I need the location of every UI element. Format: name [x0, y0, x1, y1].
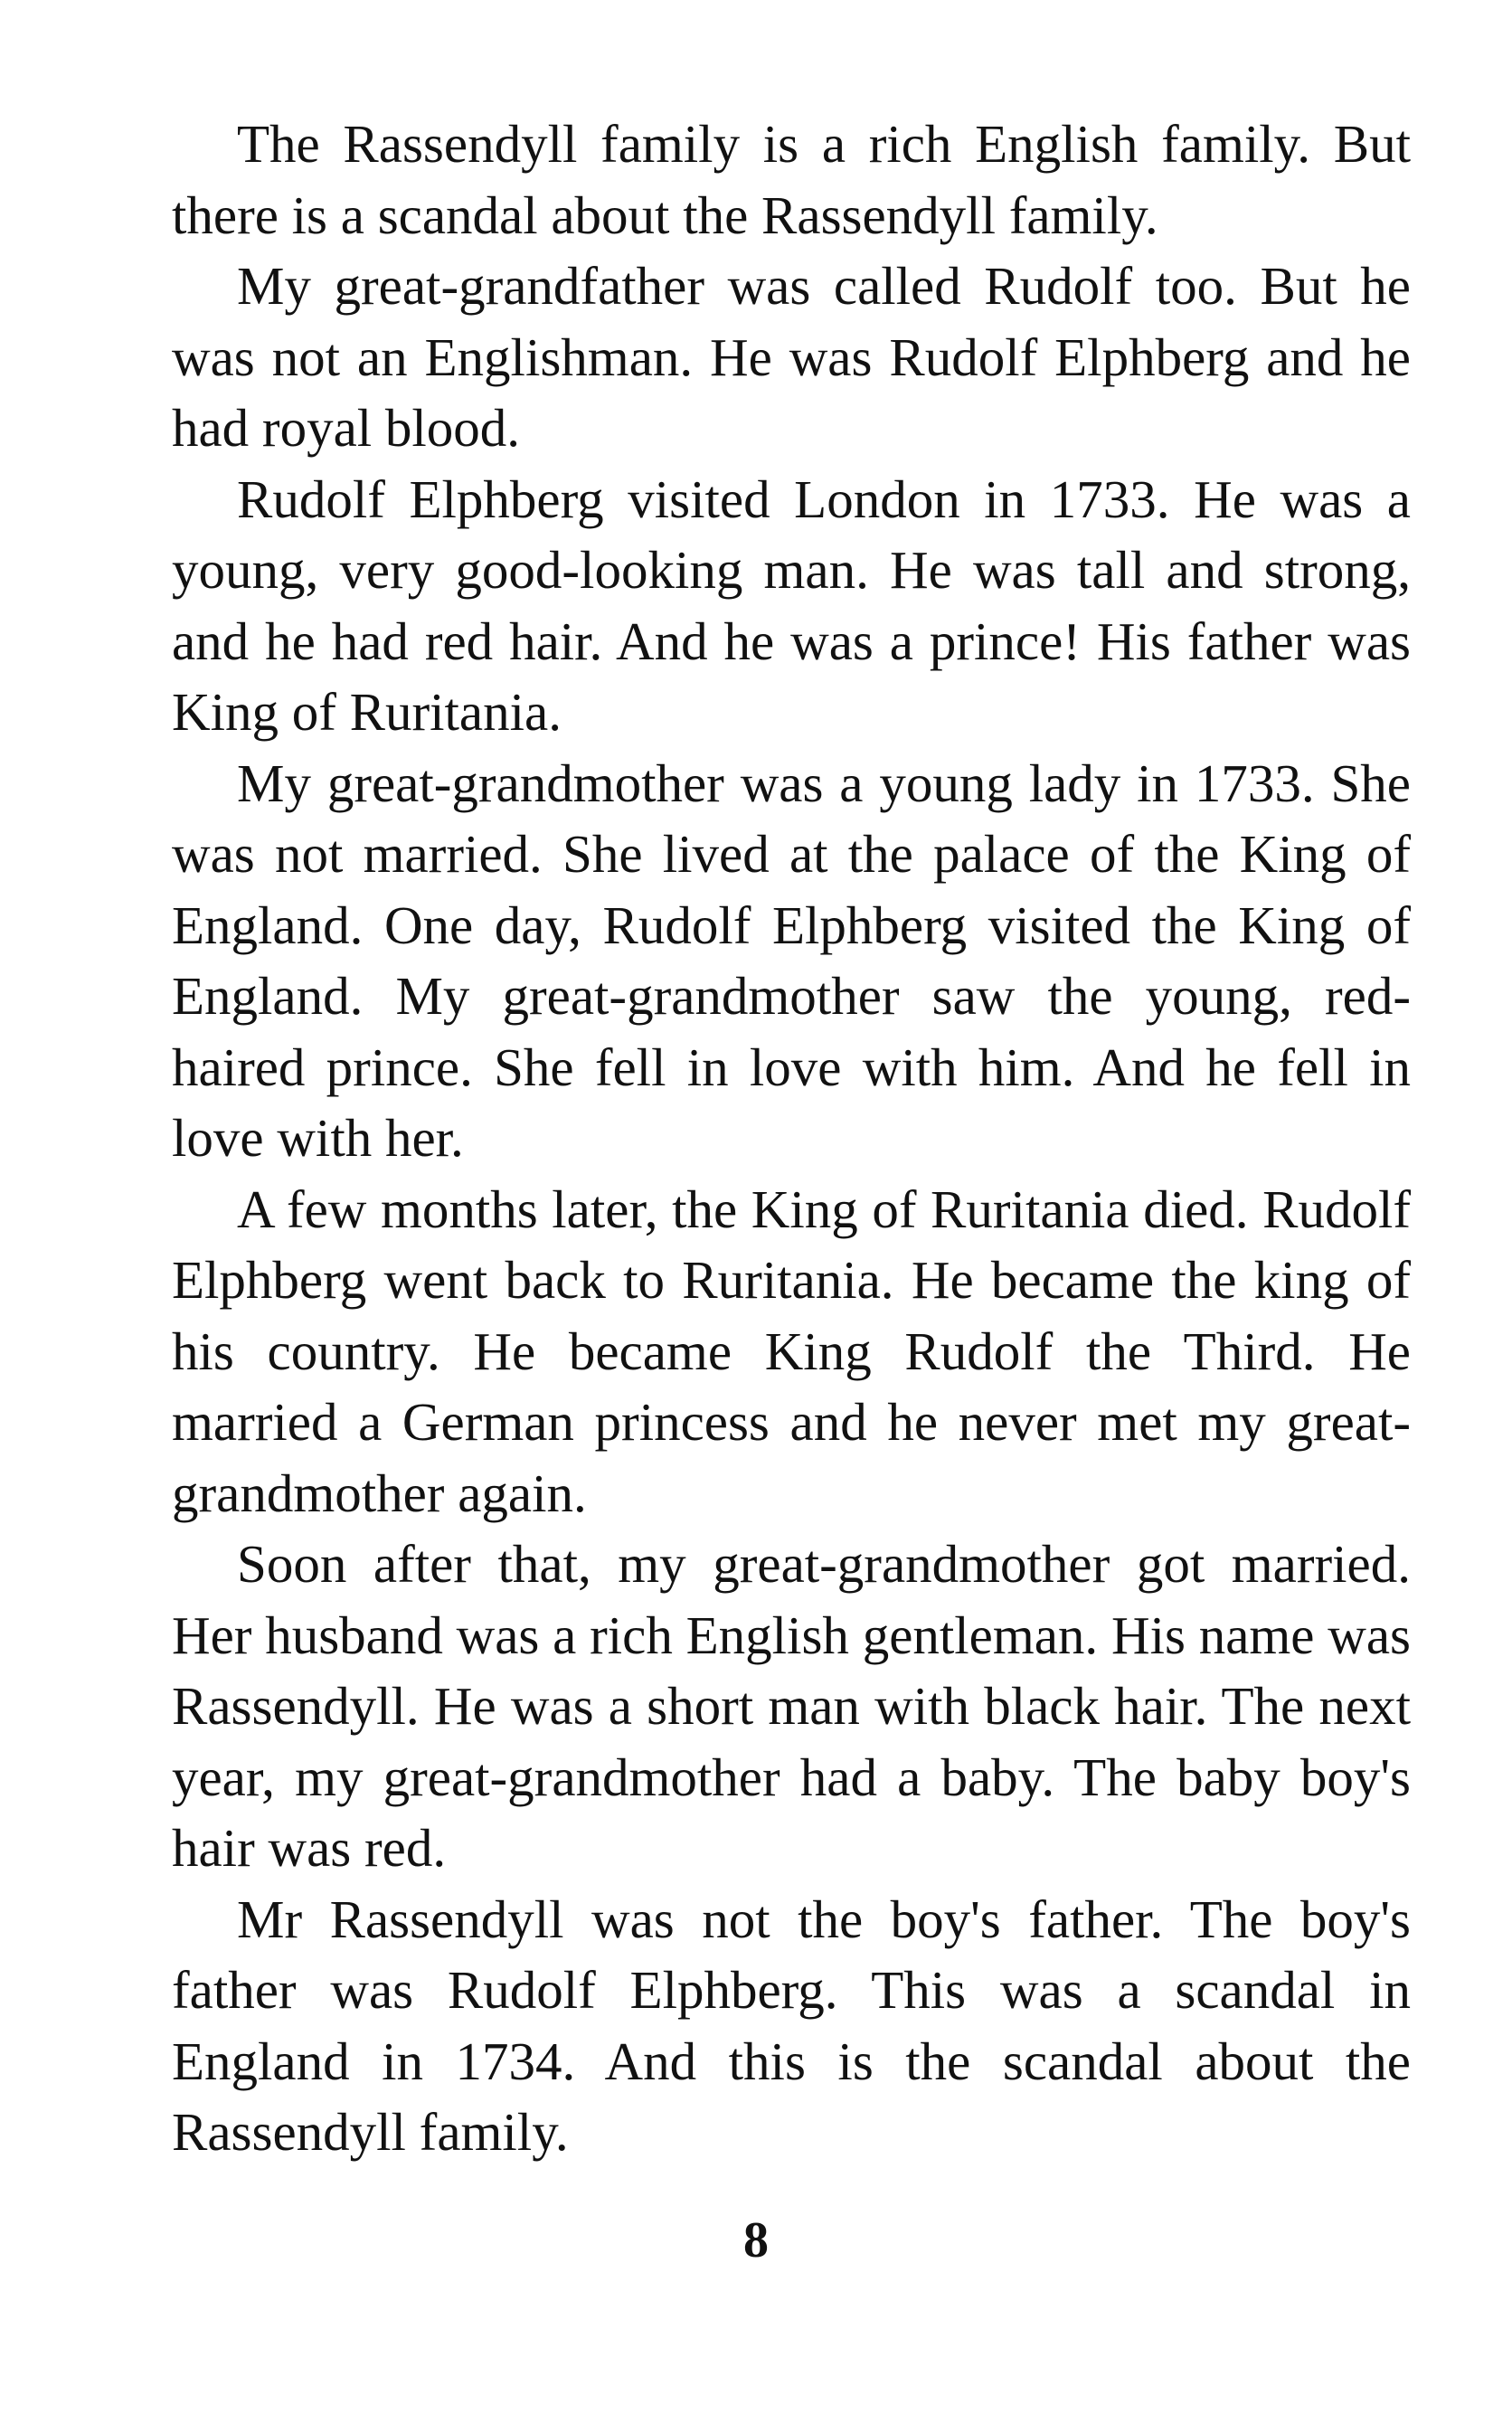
paragraph-4: My great-grandmother was a young lady in 1733. She was not married. She lived at the palace of the King of England. One day, Rudolf Elphberg visited the King of England. My great-grandmother saw the young, red-haired prince. She fell in love with him. And he fell in love with her. — [172, 753, 1411, 1168]
paragraph-7: Mr Rassendyll was not the boy's father. The boy's father was Rudolf Elphberg. This was a scandal in England in 1734. And this is the scandal about the Rassendyll family. — [172, 1889, 1411, 2162]
paragraph-6: Soon after that, my great-grandmother got married. Her husband was a rich English gentleman. His name was Rassendyll. He was a short man with black hair. The next year, my great-grandmother had a baby. The baby boy's hair was red. — [172, 1534, 1411, 1878]
paragraph-5: A few months later, the King of Ruritania died. Rudolf Elphberg went back to Ruritania. He became the king of his country. He became King Rudolf the Third. He married a German princess and he never met my great-grandmother again. — [172, 1179, 1411, 1523]
paragraph-3: Rudolf Elphberg visited London in 1733. He was a young, very good-looking man. He was tall and strong, and he had red hair. And he was a prince! His father was King of Ruritania. — [172, 469, 1411, 742]
paragraph-2: My great-grandfather was called Rudolf too. But he was not an Englishman. He was Rudolf Elphberg and he had royal blood. — [172, 256, 1411, 458]
body-text — [172, 109, 1411, 2168]
paragraph-1: The Rassendyll family is a rich English family. But there is a scandal about the Rassendyll family. — [172, 114, 1411, 245]
page-number: 8 — [743, 2212, 769, 2268]
